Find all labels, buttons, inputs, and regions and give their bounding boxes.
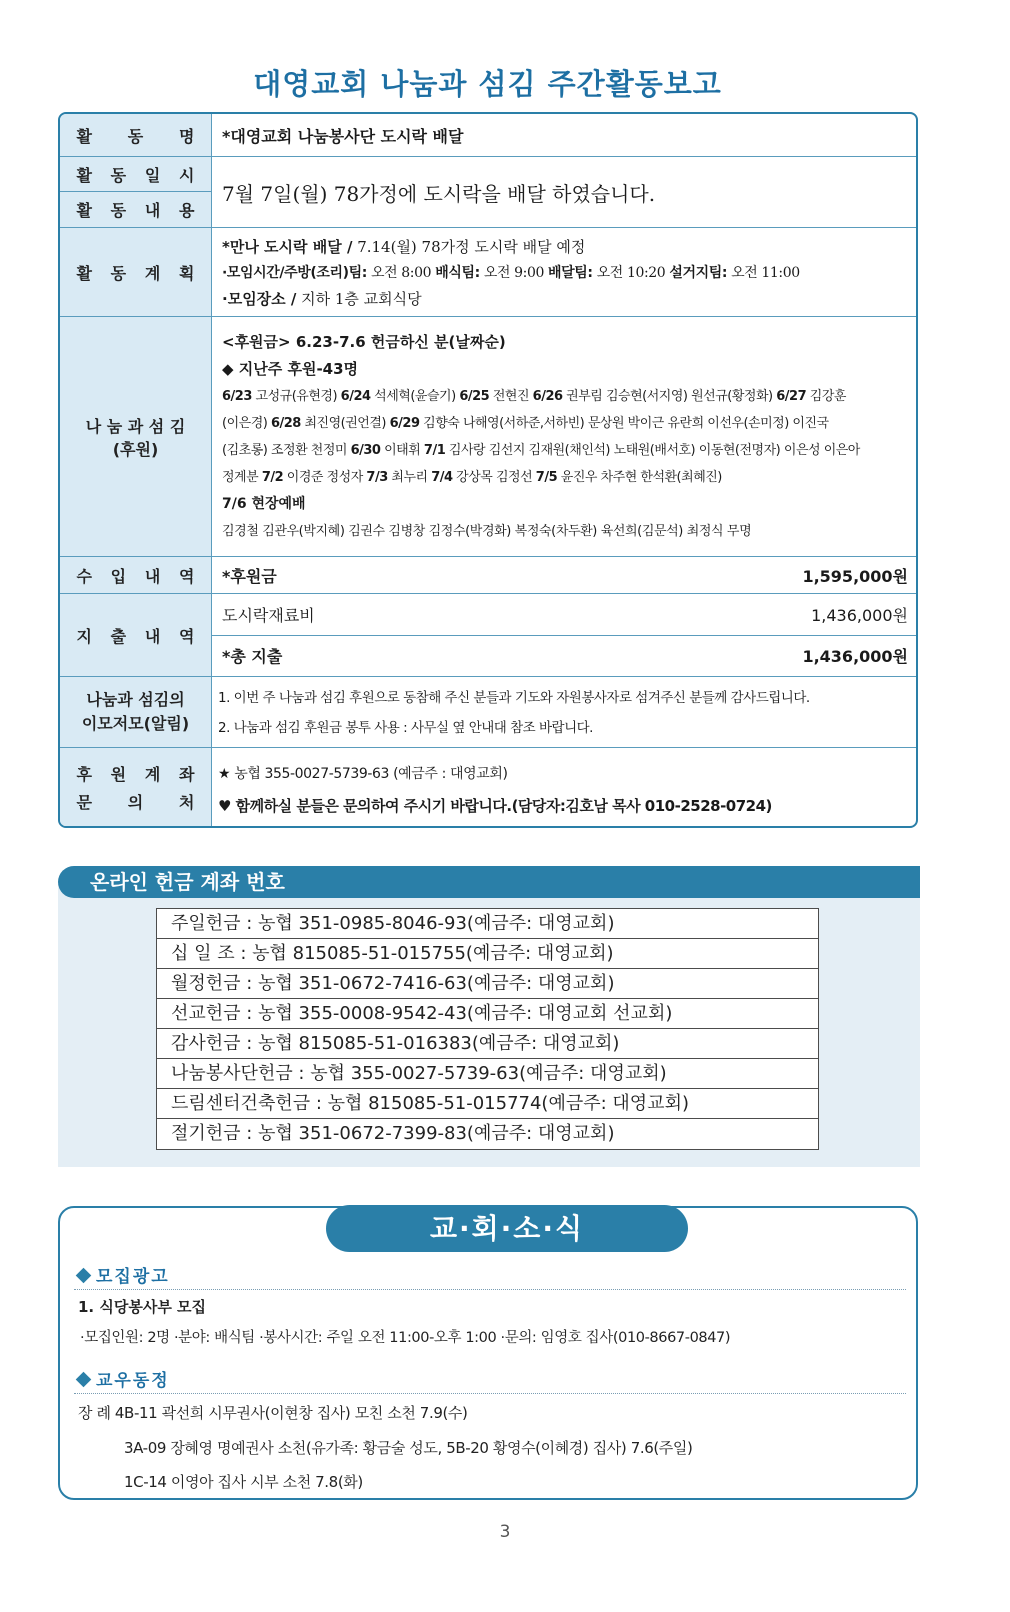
- account-row: 선교헌금 : 농협 355-0008-9542-43(예금주: 대영교회 선교회): [157, 999, 818, 1029]
- onsite-names: 김경철 김관우(박지혜) 김권수 김병창 김정수(박경화) 복정숙(차두환) 육선희(김문석) 최정식 무명: [222, 524, 752, 539]
- member-news-line: 장 례 4B-11 곽선희 시무권사(이현창 집사) 모친 소천 7.9(수): [78, 1404, 468, 1422]
- notice-line-2: 2. 나눔과 섬김 후원금 봉투 사용 : 사무실 옆 안내대 참조 바랍니다.: [218, 720, 593, 736]
- diamond-icon: [76, 1372, 92, 1388]
- donor-names: 최진영(권언결): [300, 416, 390, 431]
- page-number: 3: [499, 1522, 511, 1542]
- page-title: 대영교회 나눔과 섬김 주간활동보고: [253, 67, 722, 101]
- donor-names: 고성규(유현경): [251, 389, 341, 404]
- label-activity-date: 활 동 일 시: [76, 165, 195, 185]
- donation-date: 6/24: [340, 389, 371, 404]
- donor-names: 최누리: [387, 470, 432, 485]
- recruit-section-title: 모집광고: [74, 1262, 170, 1287]
- account-row: 드림센터건축헌금 : 농협 815085-51-015774(예금주: 대영교회): [157, 1089, 818, 1119]
- donor-line: [222, 464, 908, 491]
- donor-names: 이태휘: [380, 443, 424, 458]
- label-donation-sub: (후원): [112, 439, 159, 459]
- donor-line: [222, 410, 908, 437]
- member-news-section-title: 교우동정: [74, 1366, 170, 1391]
- account-row: 나눔봉사단헌금 : 농협 355-0027-5739-63(예금주: 대영교회): [157, 1059, 818, 1089]
- income-item: *후원금: [222, 566, 277, 586]
- diamond-icon: ◆: [222, 360, 239, 378]
- contact-account: ★ 농협 355-0027-5739-63 (예금주 : 대영교회): [218, 766, 508, 782]
- donation-date: 6/29: [389, 416, 420, 431]
- activity-date-content-value: 7월 7일(월) 78가정에 도시락을 배달 하였습니다.: [222, 181, 656, 206]
- label-notice: 나눔과 섬김의: [86, 690, 185, 709]
- donor-names: 이경준 정성자: [283, 470, 367, 485]
- recruit-item: 1. 식당봉사부 모집: [78, 1298, 207, 1316]
- account-row: 주일헌금 : 농협 351-0985-8046-93(예금주: 대영교회): [157, 909, 818, 939]
- donor-line: [222, 437, 908, 464]
- recruit-detail: ·모집인원: 2명 ·분야: 배식팀 ·봉사시간: 주일 오전 11:00-오후 1:00 ·문의: 임영호 집사(010-8667-0847): [80, 1330, 731, 1346]
- donor-names: 윤진우 차주현 한석환(최혜진): [557, 470, 722, 485]
- row-income: [60, 557, 916, 594]
- donor-names: 권부림 김승현(서지영) 원선규(황정화): [562, 389, 777, 404]
- label-income: 수 입 내 역: [76, 566, 195, 586]
- label-contact-inquiry: 문 의 처: [76, 793, 195, 812]
- row-notice: [60, 677, 916, 748]
- label-activity-plan: 활 동 계 획: [76, 263, 195, 283]
- donor-names: 김향숙 나해영(서하준,서하빈) 문상원 박이근 유란희 이선우(손미정) 이진국: [419, 416, 829, 431]
- row-activity-name: [60, 114, 916, 157]
- income-amount: 1,595,000원: [802, 566, 908, 586]
- account-row: 감사헌금 : 농협 815085-51-016383(예금주: 대영교회): [157, 1029, 818, 1059]
- label-expense: 지 출 내 역: [76, 626, 195, 646]
- donor-names: 김강훈: [806, 389, 846, 404]
- account-row: 십 일 조 : 농협 815085-51-015755(예금주: 대영교회): [157, 939, 818, 969]
- activity-name-value: *대영교회 나눔봉사단 도시락 배달: [222, 126, 464, 146]
- donation-date: 6/30: [350, 443, 381, 458]
- row-expense: [60, 594, 916, 677]
- donor-names: 석세혁(윤슬기): [370, 389, 460, 404]
- donor-line: [222, 383, 908, 410]
- account-row: 월정헌금 : 농협 351-0672-7416-63(예금주: 대영교회): [157, 969, 818, 999]
- donation-value: <후원금> 6.23-7.6 헌금하신 분(날짜순) ◆ 지난주 후원-43명 6/23 고성규(유현경) 6/24 석세혁(윤슬기) 6/25 전현진 6/26 권부림 김승현(서지영) 원선규(황정화) 6/27 김강훈 (이은경) 6/28 최진영(권언결) 6/29 김향숙 나해영(서하준,서하빈) 문상원 박이근 유란희 이선우(손미정) 이진국 (김초롱) 조정환 천정미 6/30 이태휘 7/1 김사랑 김선지 김재원(채인석) 노태원(배서호) 이동현(전명자) 이은성 이은아 정계분 7/2 이경준 정성자 7/3 최누리 7/4 강상목 김정선 7/5 윤진우 차주현 한석환(최혜진) 7/6 현장예배 김경철 김관우(박지혜) 김권수 김병창 김정수(박경화) 복정숙(차두환) 육선희(김문석) 최정식 무명: [222, 317, 908, 556]
- donor-names: 정계분: [222, 470, 262, 485]
- account-row: 절기헌금 : 농협 351-0672-7399-83(예금주: 대영교회): [171, 1123, 615, 1144]
- church-news-title: 교·회·소·식: [326, 1205, 688, 1252]
- donor-names: (김초롱) 조정환 천정미: [222, 443, 351, 458]
- member-news-line: 1C-14 이영아 집사 시부 소천 7.8(화): [124, 1473, 363, 1491]
- member-news-line: 3A-09 장혜영 명예권사 소천(유가족: 황금술 성도, 5B-20 황영수(이혜경) 집사) 7.6(주일): [124, 1439, 693, 1457]
- divider: [74, 1289, 906, 1290]
- donation-date: 6/28: [270, 416, 301, 431]
- diamond-icon: [76, 1268, 92, 1284]
- expense-amount-total: 1,436,000원: [802, 647, 908, 666]
- donor-names: 강상목 김정선: [452, 470, 536, 485]
- activity-plan-value: *만나 도시락 배달 / 7.14(월) 78가정 도시락 배달 예정 ·모임시간/주방(조리)팀: 오전 8:00 배식팀: 오전 9:00 배달팀: 오전 10:20 설거지팀: 오전 11:00 ·모임장소 / 지하 1층 교회식당: [222, 238, 800, 308]
- contact-inquiry: ♥ 함께하실 분들은 문의하여 주시기 바랍니다.(담당자:김호남 목사 010-2528-0724): [218, 797, 772, 815]
- expense-amount-1: 1,436,000원: [811, 606, 908, 625]
- expense-item-1: 도시락재료비: [222, 606, 315, 625]
- donation-date: 6/25: [459, 389, 490, 404]
- donation-date: 7/5: [535, 470, 558, 485]
- label-activity-content: 활 동 내 용: [76, 201, 195, 220]
- donation-date: 7/2: [261, 470, 284, 485]
- label-notice-sub: 이모저모(알림): [81, 714, 190, 733]
- row-donation: [60, 317, 916, 557]
- donation-date: 6/27: [776, 389, 807, 404]
- label-donation: 나 눔 과 섬 김: [85, 416, 186, 436]
- activity-report-table: [58, 112, 918, 828]
- donor-names: 김사랑 김선지 김재원(채인석) 노태원(배서호) 이동현(전명자) 이은성 이은아: [445, 443, 860, 458]
- online-accounts-table: [156, 908, 819, 1150]
- donation-date: 7/3: [366, 470, 388, 485]
- donor-lines: [222, 383, 908, 491]
- donor-names: (이은경): [222, 416, 271, 431]
- online-accounts-title: 온라인 헌금 계좌 번호: [58, 866, 920, 898]
- row-contact: [60, 748, 916, 828]
- donation-date: 6/26: [532, 389, 563, 404]
- divider: [74, 1393, 906, 1394]
- row-activity-plan: [60, 228, 916, 317]
- donation-date: 7/4: [431, 470, 453, 485]
- label-contact-account: 후 원 계 좌: [76, 765, 195, 784]
- label-activity-name: 활 동 명: [76, 126, 195, 146]
- donation-date: 6/23: [222, 389, 252, 404]
- donation-date: 7/1: [423, 443, 446, 458]
- donor-names: 전현진: [489, 389, 533, 404]
- row-activity-date-content: [60, 157, 916, 228]
- donation-header: <후원금> 6.23-7.6 헌금하신 분(날짜순): [222, 333, 506, 351]
- expense-item-total: *총 지출: [222, 647, 283, 666]
- notice-line-1: 1. 이번 주 나눔과 섬김 후원으로 동참해 주신 분들과 기도와 자원봉사자로 섬겨주신 분들께 감사드립니다.: [218, 690, 810, 706]
- onsite-title: 7/6 현장예배: [222, 496, 306, 512]
